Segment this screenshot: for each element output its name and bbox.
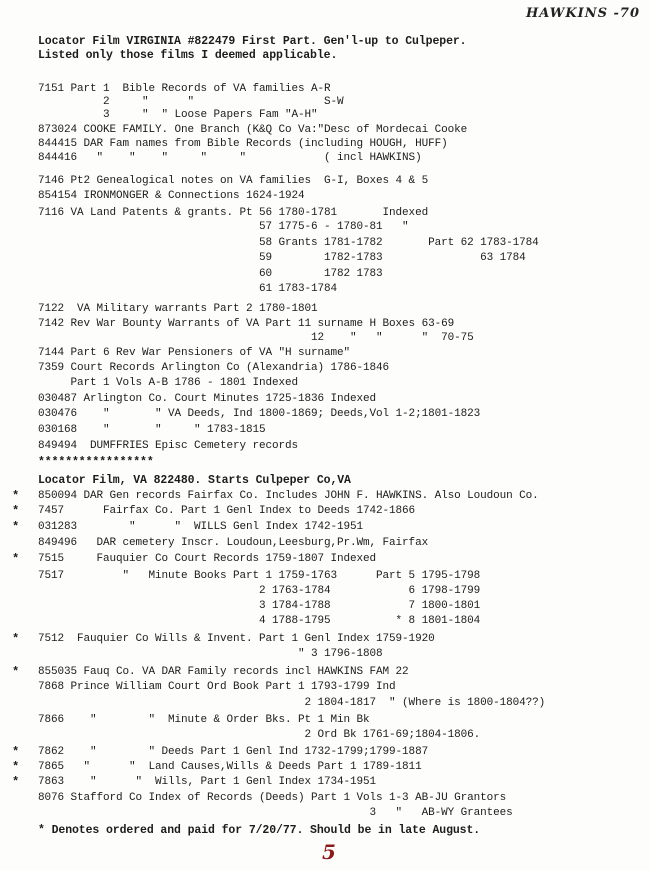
list-item: Part 1 Vols A-B 1786 - 1801 Indexed [38, 377, 299, 389]
list-item: 849494 DUMFFRIES Episc Cemetery records [38, 440, 299, 452]
list-item: 7863 " " Wills, Part 1 Genl Index 1734-1951 [38, 776, 377, 788]
list-item: 7151 Part 1 Bible Records of VA families A-R [38, 83, 331, 95]
list-item: 61 1783-1784 [38, 283, 338, 295]
list-item: 7144 Part 6 Rev War Pensioners of VA "H surname" [38, 347, 351, 359]
list-item: 59 1782-1783 63 1784 [38, 252, 526, 264]
header-title: Locator Film VIRGINIA #822479 First Part. Gen'l-up to Culpeper. [38, 35, 467, 48]
star-marker: * [12, 632, 20, 646]
corner-annotation: HAWKINS -70 [526, 6, 640, 21]
list-item: 3 " " Loose Papers Fam "A-H" [38, 109, 318, 121]
list-item: 7122 VA Military warrants Part 2 1780-1801 [38, 303, 318, 315]
list-item: " 3 1796-1808 [38, 648, 383, 660]
section2-title: Locator Film, VA 822480. Starts Culpeper Co,VA [38, 474, 351, 487]
header-subtitle: Listed only those films I deemed applicable. [38, 49, 338, 62]
list-item: 7142 Rev War Bounty Warrants of VA Part 11 surname H Boxes 63-69 [38, 318, 455, 330]
list-item: 7866 " " Minute & Order Bks. Pt 1 Min Bk [38, 714, 370, 726]
page-number: 5 [322, 840, 336, 864]
star-marker: * [12, 775, 20, 789]
list-item: 4 1788-1795 * 8 1801-1804 [38, 615, 481, 627]
list-item: 2 " " S-W [38, 96, 344, 108]
list-item: 7865 " " Land Causes,Wills & Deeds Part 1 1789-1811 [38, 761, 422, 773]
list-item: 7862 " " Deeds Part 1 Genl Ind 1732-1799;1799-1887 [38, 746, 429, 758]
list-item: 7515 Fauquier Co Court Records 1759-1807 Indexed [38, 553, 377, 565]
list-item: 030168 " " " 1783-1815 [38, 424, 266, 436]
list-item: 2 1763-1784 6 1798-1799 [38, 585, 481, 597]
list-item: 844416 " " " " " ( incl HAWKINS) [38, 152, 422, 164]
list-item: 855035 Fauq Co. VA DAR Family records incl HAWKINS FAM 22 [38, 666, 409, 678]
separator: ***************** [38, 456, 154, 469]
list-item: 7146 Pt2 Genealogical notes on VA families G-I, Boxes 4 & 5 [38, 175, 429, 187]
list-item: 7512 Fauquier Co Wills & Invent. Part 1 Genl Index 1759-1920 [38, 633, 435, 645]
list-item: 7116 VA Land Patents & grants. Pt 56 1780-1781 Indexed [38, 207, 429, 219]
star-marker: * [12, 760, 20, 774]
list-item: 7457 Fairfax Co. Part 1 Genl Index to Deeds 1742-1866 [38, 505, 416, 517]
list-item: 849496 DAR cemetery Inscr. Loudoun,Leesburg,Pr.Wm, Fairfax [38, 537, 429, 549]
list-item: 873024 COOKE FAMILY. One Branch (K&Q Co Va:"Desc of Mordecai Cooke [38, 124, 468, 136]
star-marker: * [12, 520, 20, 534]
list-item: 2 Ord Bk 1761-69;1804-1806. [38, 729, 481, 741]
star-marker: * [12, 552, 20, 566]
list-item: 844415 DAR Fam names from Bible Records (including HOUGH, HUFF) [38, 138, 448, 150]
list-item: 031283 " " WILLS Genl Index 1742-1951 [38, 521, 364, 533]
list-item: 7517 " Minute Books Part 1 1759-1763 Part 5 1795-1798 [38, 570, 481, 582]
star-marker: * [12, 665, 20, 679]
list-item: 854154 IRONMONGER & Connections 1624-1924 [38, 190, 305, 202]
star-marker: * [12, 489, 20, 503]
star-marker: * [12, 504, 20, 518]
list-item: 60 1782 1783 [38, 268, 383, 280]
star-marker: * [12, 745, 20, 759]
list-item: 7868 Prince William Court Ord Book Part 1 1793-1799 Ind [38, 681, 396, 693]
list-item: 58 Grants 1781-1782 Part 62 1783-1784 [38, 237, 539, 249]
list-item: 7359 Court Records Arlington Co (Alexandria) 1786-1846 [38, 362, 390, 374]
list-item: 3 1784-1788 7 1800-1801 [38, 600, 481, 612]
list-item: 3 " AB-WY Grantees [38, 807, 513, 819]
footer-note: * Denotes ordered and paid for 7/20/77. Should be in late August. [38, 824, 481, 837]
list-item: 12 " " " 70-75 [38, 332, 474, 344]
list-item: 030476 " " VA Deeds, Ind 1800-1869; Deeds,Vol 1-2;1801-1823 [38, 408, 481, 420]
list-item: 2 1804-1817 " (Where is 1800-1804??) [38, 697, 546, 709]
list-item: 57 1775-6 - 1780-81 " [38, 221, 409, 233]
list-item: 030487 Arlington Co. Court Minutes 1725-1836 Indexed [38, 393, 377, 405]
list-item: 8076 Stafford Co Index of Records (Deeds) Part 1 Vols 1-3 AB-JU Grantors [38, 792, 507, 804]
list-item: 850094 DAR Gen records Fairfax Co. Includes JOHN F. HAWKINS. Also Loudoun Co. [38, 490, 539, 502]
